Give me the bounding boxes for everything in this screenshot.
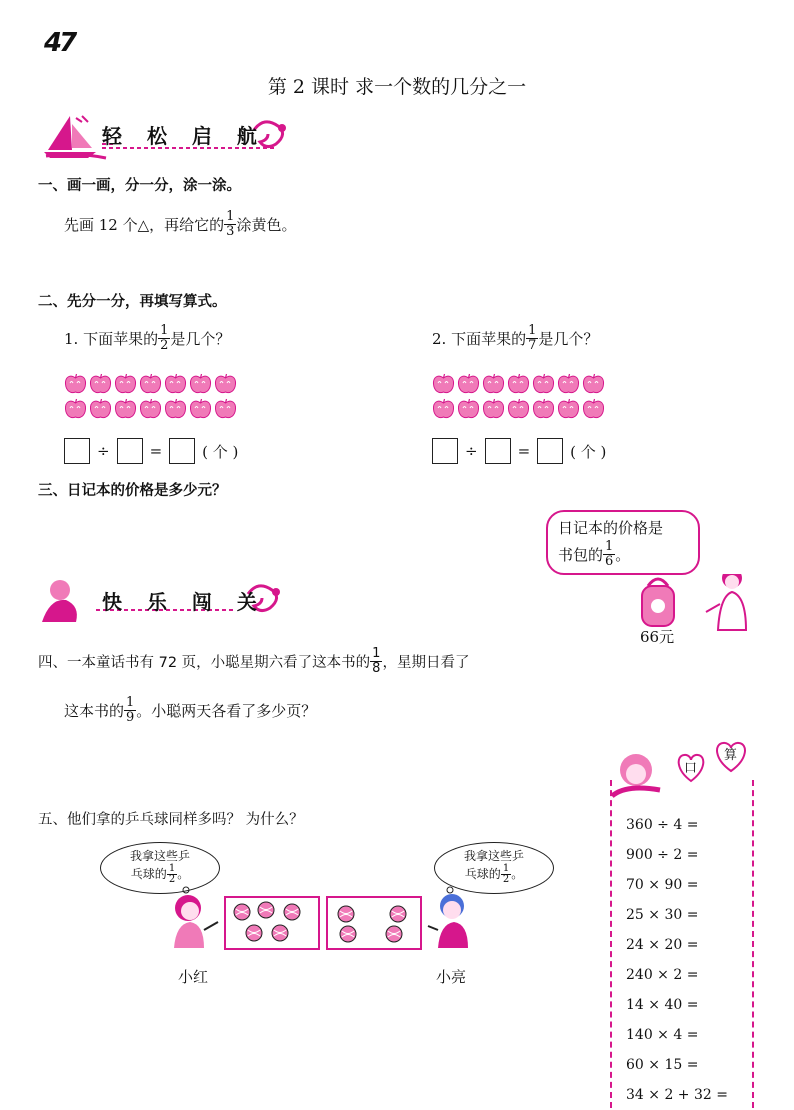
question-2-part-1 xyxy=(64,324,230,353)
section-banner-easy xyxy=(36,112,296,162)
heart-tag xyxy=(712,738,750,774)
lesson-title: 第 2 课时 求一个数的几分之一 xyxy=(267,76,527,98)
q2-p2-after: 是几个？ xyxy=(538,330,599,348)
equals-sign: = xyxy=(517,442,531,460)
apple-icon xyxy=(432,373,455,395)
ping-pong-ball-icon xyxy=(284,904,300,920)
ping-pong-ball-icon xyxy=(246,925,262,941)
apple-icon xyxy=(557,398,580,420)
right-bubble-line-1: 我拿这些乒 xyxy=(463,849,524,863)
ball-box-left xyxy=(224,896,320,950)
apple-icon xyxy=(214,398,237,420)
mental-calc-panel xyxy=(610,780,754,1108)
apple-icon xyxy=(582,373,605,395)
apple-icon xyxy=(139,398,162,420)
heart-tag xyxy=(674,750,708,784)
left-bubble-dot: 。 xyxy=(177,867,190,881)
ball-box-right xyxy=(326,896,422,950)
left-bubble-line-2 xyxy=(101,864,219,885)
apple-icon xyxy=(432,398,455,420)
apple-icon xyxy=(114,398,137,420)
q2-p1-after: 是几个？ xyxy=(170,330,231,348)
ping-pong-ball-icon xyxy=(340,926,356,942)
apple-icon xyxy=(457,398,480,420)
question-1-heading: 一、画一画，分一分，涂一涂。 xyxy=(38,178,241,194)
mental-calc-item: 24 × 20 = xyxy=(626,937,699,953)
question-5-heading: 五、他们拿的乒乓球同样多吗？ 为什么？ xyxy=(38,812,304,828)
apple-icon xyxy=(507,373,530,395)
answer-box[interactable] xyxy=(537,438,563,464)
heart-tag-label: 算 xyxy=(724,748,738,763)
divide-sign: ÷ xyxy=(465,442,478,460)
unit-label: ( 个 ) xyxy=(570,442,607,461)
section-title: 快 乐 闯 关 xyxy=(102,590,266,614)
ball-group xyxy=(226,898,318,948)
boy-xiaoliang-icon xyxy=(426,886,486,950)
q2-p1-label: 1. 下面苹果的 xyxy=(64,330,159,348)
left-bubble-line-1: 我拿这些乒 xyxy=(129,849,190,863)
fraction: $\frac{1}{9}$ xyxy=(126,695,135,725)
mental-calc-item: 60 × 15 = xyxy=(626,1057,699,1073)
q4-text-after: ，星期日看了 xyxy=(382,655,470,671)
fraction: $\frac{1}{3}$ xyxy=(226,209,235,239)
apple-icon xyxy=(482,398,505,420)
apple-icon xyxy=(164,373,187,395)
ping-pong-ball-icon xyxy=(386,926,402,942)
left-bubble-text: 乓球的 xyxy=(130,867,167,881)
section-title: 轻 松 启 航 xyxy=(102,124,266,148)
q4-line2-after: 。小聪两天各看了多少页？ xyxy=(136,702,317,720)
ping-pong-ball-icon xyxy=(234,904,250,920)
girl-and-backpack-icon xyxy=(636,574,756,634)
right-bubble-line-2 xyxy=(435,864,553,885)
equation-row-1 xyxy=(64,438,238,464)
mental-calc-list xyxy=(626,810,728,1110)
answer-box[interactable] xyxy=(169,438,195,464)
question-2-part-2 xyxy=(432,324,598,353)
apple-icon xyxy=(557,373,580,395)
answer-box[interactable] xyxy=(117,438,143,464)
apple-group-1 xyxy=(64,373,239,420)
answer-box[interactable] xyxy=(485,438,511,464)
bubble-line-2 xyxy=(558,540,688,569)
mental-calc-item: 240 × 2 = xyxy=(626,967,699,983)
apple-icon xyxy=(482,373,505,395)
apple-icon xyxy=(89,373,112,395)
section-banner-challenge xyxy=(36,576,296,626)
ping-pong-ball-icon xyxy=(338,906,354,922)
unit-label: ( 个 ) xyxy=(202,442,239,461)
right-bubble-text: 乓球的 xyxy=(464,867,501,881)
fraction: $\frac{1}{6}$ xyxy=(605,539,614,569)
fraction: $\frac{1}{2}$ xyxy=(168,863,176,885)
ping-pong-ball-icon xyxy=(258,902,274,918)
divide-sign: ÷ xyxy=(97,442,110,460)
answer-box[interactable] xyxy=(432,438,458,464)
apple-icon xyxy=(582,398,605,420)
apple-icon xyxy=(64,398,87,420)
fraction: $\frac{1}{8}$ xyxy=(372,646,381,676)
equals-sign: = xyxy=(149,442,163,460)
page-number: 47 xyxy=(44,28,75,58)
price-label: 66元 xyxy=(640,628,675,646)
q4-line2-before: 这本书的 xyxy=(64,702,125,720)
apple-icon xyxy=(189,398,212,420)
q4-text: 四、一本童话书有 72 页，小聪星期六看了这本书的 xyxy=(38,655,371,671)
fraction: $\frac{1}{2}$ xyxy=(160,323,169,353)
bubble-line-1: 日记本的价格是 xyxy=(558,519,664,537)
name-xiaoliang: 小亮 xyxy=(436,968,467,986)
q1-text-after: 涂黄色。 xyxy=(236,216,297,234)
mental-calc-item: 14 × 40 = xyxy=(626,997,699,1013)
mental-calc-item: 900 ÷ 2 = xyxy=(626,847,699,863)
ping-pong-ball-icon xyxy=(272,925,288,941)
ping-pong-ball-icon xyxy=(390,906,406,922)
apple-icon xyxy=(89,398,112,420)
apple-icon xyxy=(507,398,530,420)
fraction: $\frac{1}{2}$ xyxy=(502,863,510,885)
apple-icon xyxy=(532,398,555,420)
question-2-heading: 二、先分一分，再填写算式。 xyxy=(38,294,227,310)
name-xiaohong: 小红 xyxy=(178,968,209,986)
bubble-pre: 书包的 xyxy=(558,545,604,564)
girl-xiaohong-icon xyxy=(166,886,226,950)
ball-group xyxy=(328,898,420,948)
bubble-post: 。 xyxy=(615,545,631,564)
apple-icon xyxy=(114,373,137,395)
question-1-text xyxy=(64,210,296,239)
question-3-heading: 三、日记本的价格是多少元？ xyxy=(38,483,227,499)
apple-icon xyxy=(64,373,87,395)
mental-calc-item: 140 × 4 = xyxy=(626,1027,699,1043)
mental-calc-item: 360 ÷ 4 = xyxy=(626,817,699,833)
mental-calc-item: 70 × 90 = xyxy=(626,877,699,893)
fraction: $\frac{1}{7}$ xyxy=(528,323,537,353)
apple-icon xyxy=(532,373,555,395)
equation-row-2 xyxy=(432,438,606,464)
apple-icon xyxy=(164,398,187,420)
apple-icon xyxy=(189,373,212,395)
apple-icon xyxy=(139,373,162,395)
right-bubble-dot: 。 xyxy=(511,867,524,881)
apple-icon xyxy=(214,373,237,395)
apple-group-2 xyxy=(432,373,607,420)
apple-icon xyxy=(457,373,480,395)
speech-bubble xyxy=(546,510,700,575)
answer-box[interactable] xyxy=(64,438,90,464)
mental-calc-item: 34 × 2 + 32 = xyxy=(626,1087,728,1103)
q1-text-before: 先画 12 个△，再给它的 xyxy=(64,216,225,234)
question-4-line-1 xyxy=(38,647,469,676)
question-4-line-2 xyxy=(64,696,316,725)
mental-calc-item: 25 × 30 = xyxy=(626,907,699,923)
heart-tag-label: 口 xyxy=(684,761,698,776)
q2-p2-label: 2. 下面苹果的 xyxy=(432,330,527,348)
